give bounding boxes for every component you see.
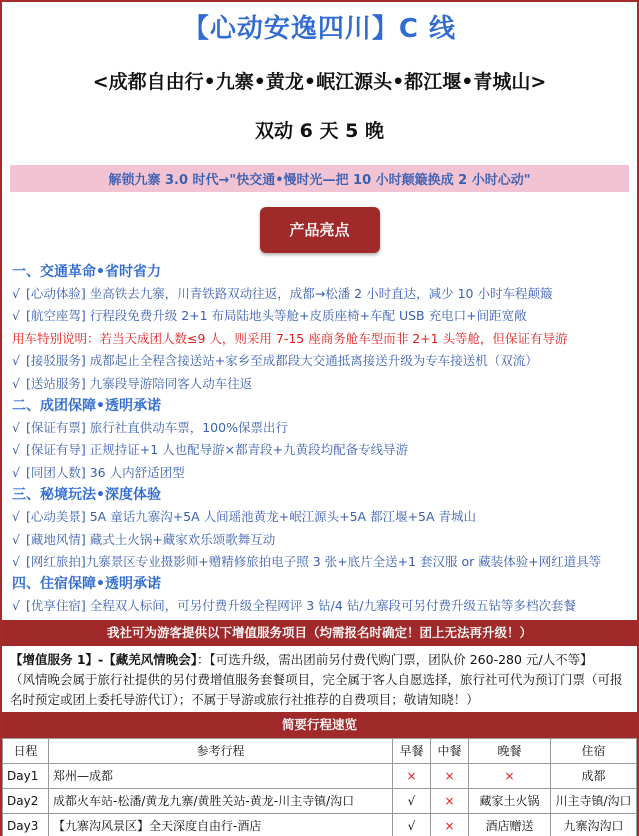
highlight-item: [12, 283, 627, 305]
cell-route: 【九寨沟风景区】全天深度自由行-酒店: [49, 813, 393, 836]
col-header-breakfast: 早餐: [393, 738, 431, 763]
check-icon: √: [12, 464, 20, 480]
section-heading: 一、交通革命•省时省力: [12, 264, 161, 280]
col-header-dinner: 晚餐: [469, 738, 551, 763]
check-icon: √: [12, 375, 20, 391]
col-header-route: 参考行程: [49, 738, 393, 763]
highlight-item: [12, 506, 627, 528]
item-text: [同团人数] 36 人内舒适团型: [26, 464, 185, 480]
service-title: 【增值服务 1】-【藏羌风情晚会】: [10, 651, 197, 667]
highlight-item: [12, 350, 627, 372]
slogan-banner: 解锁九寨 3.0 时代→"快交通•慢时光—把 10 小时颠簸换成 2 小时心动": [10, 165, 629, 192]
table-row: [3, 788, 637, 813]
item-text: [心动体验] 坐高铁去九寨，川青铁路双动往返，成都→松潘 2 小时直达，减少 10 小时车程颠簸: [26, 286, 553, 301]
col-header-day: 日程: [3, 738, 49, 763]
check-icon: √: [12, 598, 20, 614]
item-text: [航空座驾] 行程段免费升级 2+1 布局陆地头等舱+皮质座椅+车配 USB 充电口+间距宽敞: [26, 308, 527, 324]
item-text: 用车特别说明：若当天成团人数≤9 人，则采用 7-15 座商务舱车型而非 2+1 头等舱，但保证有导游: [12, 330, 568, 346]
highlight-item: [12, 439, 627, 461]
cell-breakfast: √: [393, 788, 431, 813]
col-header-lunch: 中餐: [431, 738, 469, 763]
check-icon: √: [12, 420, 20, 436]
section-heading: 三、秘境玩法•深度体验: [12, 487, 161, 504]
notice-item: [12, 328, 627, 350]
cell-route: 郑州—成都: [49, 763, 393, 788]
check-icon: √: [12, 509, 20, 525]
check-icon: √: [12, 531, 20, 547]
service-note: （风情晚会属于旅行社提供的另付费增值服务套餐项目，完全属于客人自愿选择，旅行社可代为预订门票（可报名时预定或团上委托导游代订）；不属于导游或旅行社推荐的自费项目；敬请知晓！）: [10, 671, 623, 707]
check-icon: √: [12, 286, 20, 301]
cell-stay: 九寨沟沟口: [551, 813, 637, 836]
cell-route: 成都火车站-松潘/黄龙九寨/黄胜关站-黄龙-川主寺镇/沟口: [49, 788, 393, 813]
cell-day: Day3: [3, 813, 49, 836]
cell-dinner: ×: [469, 763, 551, 788]
item-text: [优享住宿] 全程双人标间，可另付费升级全程网评 3 钻/4 钻/九寨段可另付费升级五钻等多档次套餐: [26, 598, 576, 614]
check-icon: √: [12, 308, 20, 324]
item-text: [保证有票] 旅行社直供动车票，100%保票出行: [26, 420, 288, 436]
duration-label: 双动 6 天 5 晚: [255, 120, 384, 142]
highlight-item: [12, 417, 627, 439]
col-header-stay: 住宿: [551, 738, 637, 763]
cell-day: Day1: [3, 763, 49, 788]
section-heading: 四、住宿保障•透明承诺: [12, 576, 161, 593]
item-text: [送站服务] 九寨段导游陪同客人动车往返: [26, 375, 253, 391]
cell-lunch: ×: [431, 788, 469, 813]
item-text: [藏地风情] 藏式土火锅+藏家欢乐颂歌舞互动: [26, 531, 276, 547]
cell-lunch: ×: [431, 763, 469, 788]
itinerary-bar: 简要行程速览: [2, 712, 637, 738]
cell-lunch: ×: [431, 813, 469, 836]
item-text: [心动美景] 5A 童话九寨沟+5A 人间瑶池黄龙+岷江源头+5A 都江堰+5A 青城山: [26, 509, 477, 525]
highlight-item: [12, 595, 627, 617]
check-icon: √: [12, 442, 20, 458]
highlight-item: [12, 551, 627, 573]
cell-day: Day2: [3, 788, 49, 813]
cell-stay: 川主寺镇/沟口: [551, 788, 637, 813]
check-icon: √: [12, 554, 20, 570]
highlight-item: [12, 462, 627, 484]
upgrade-services-bar: 我社可为游客提供以下增值服务项目（均需报名时确定！团上无法再升级！）: [2, 620, 637, 646]
cell-stay: 成都: [551, 763, 637, 788]
highlight-item: [12, 373, 627, 395]
check-icon: √: [12, 353, 20, 369]
route-subtitle: <成都自由行•九寨•黄龙•岷江源头•都江堰•青城山>: [92, 71, 547, 93]
cell-breakfast: ×: [393, 763, 431, 788]
item-text: [接驳服务] 成都起止全程含接送站+家乡至成都段大交通抵离接送升级为专车接送机（双流）: [26, 353, 538, 369]
item-text: [网红旅拍]九寨景区专业摄影师+赠精修旅拍电子照 3 张+底片全送+1 套汉服 or 藏装体验+网红道具等: [26, 554, 602, 570]
product-highlights-button[interactable]: 产品亮点: [260, 207, 380, 253]
page-title: 【心动安逸四川】C 线: [182, 14, 457, 44]
table-row: [3, 763, 637, 788]
cell-dinner: 藏家土火锅: [469, 788, 551, 813]
itinerary-table: [2, 738, 637, 836]
cell-dinner: 酒店赠送: [469, 813, 551, 836]
item-text: [保证有导] 正规持证+1 人也配导游×都青段+九黄段均配备专线导游: [26, 442, 409, 458]
section-heading: 二、成团保障•透明承诺: [12, 398, 161, 415]
table-row: [3, 813, 637, 836]
table-header-row: [3, 738, 637, 763]
highlight-sections: [2, 261, 637, 618]
service-block: [2, 646, 637, 710]
cell-breakfast: √: [393, 813, 431, 836]
highlight-item: [12, 305, 627, 327]
service-body: ：【可选升级，需出团前另付费代购门票，团队价 260-280 元/人不等】: [197, 651, 593, 667]
highlight-item: [12, 529, 627, 551]
